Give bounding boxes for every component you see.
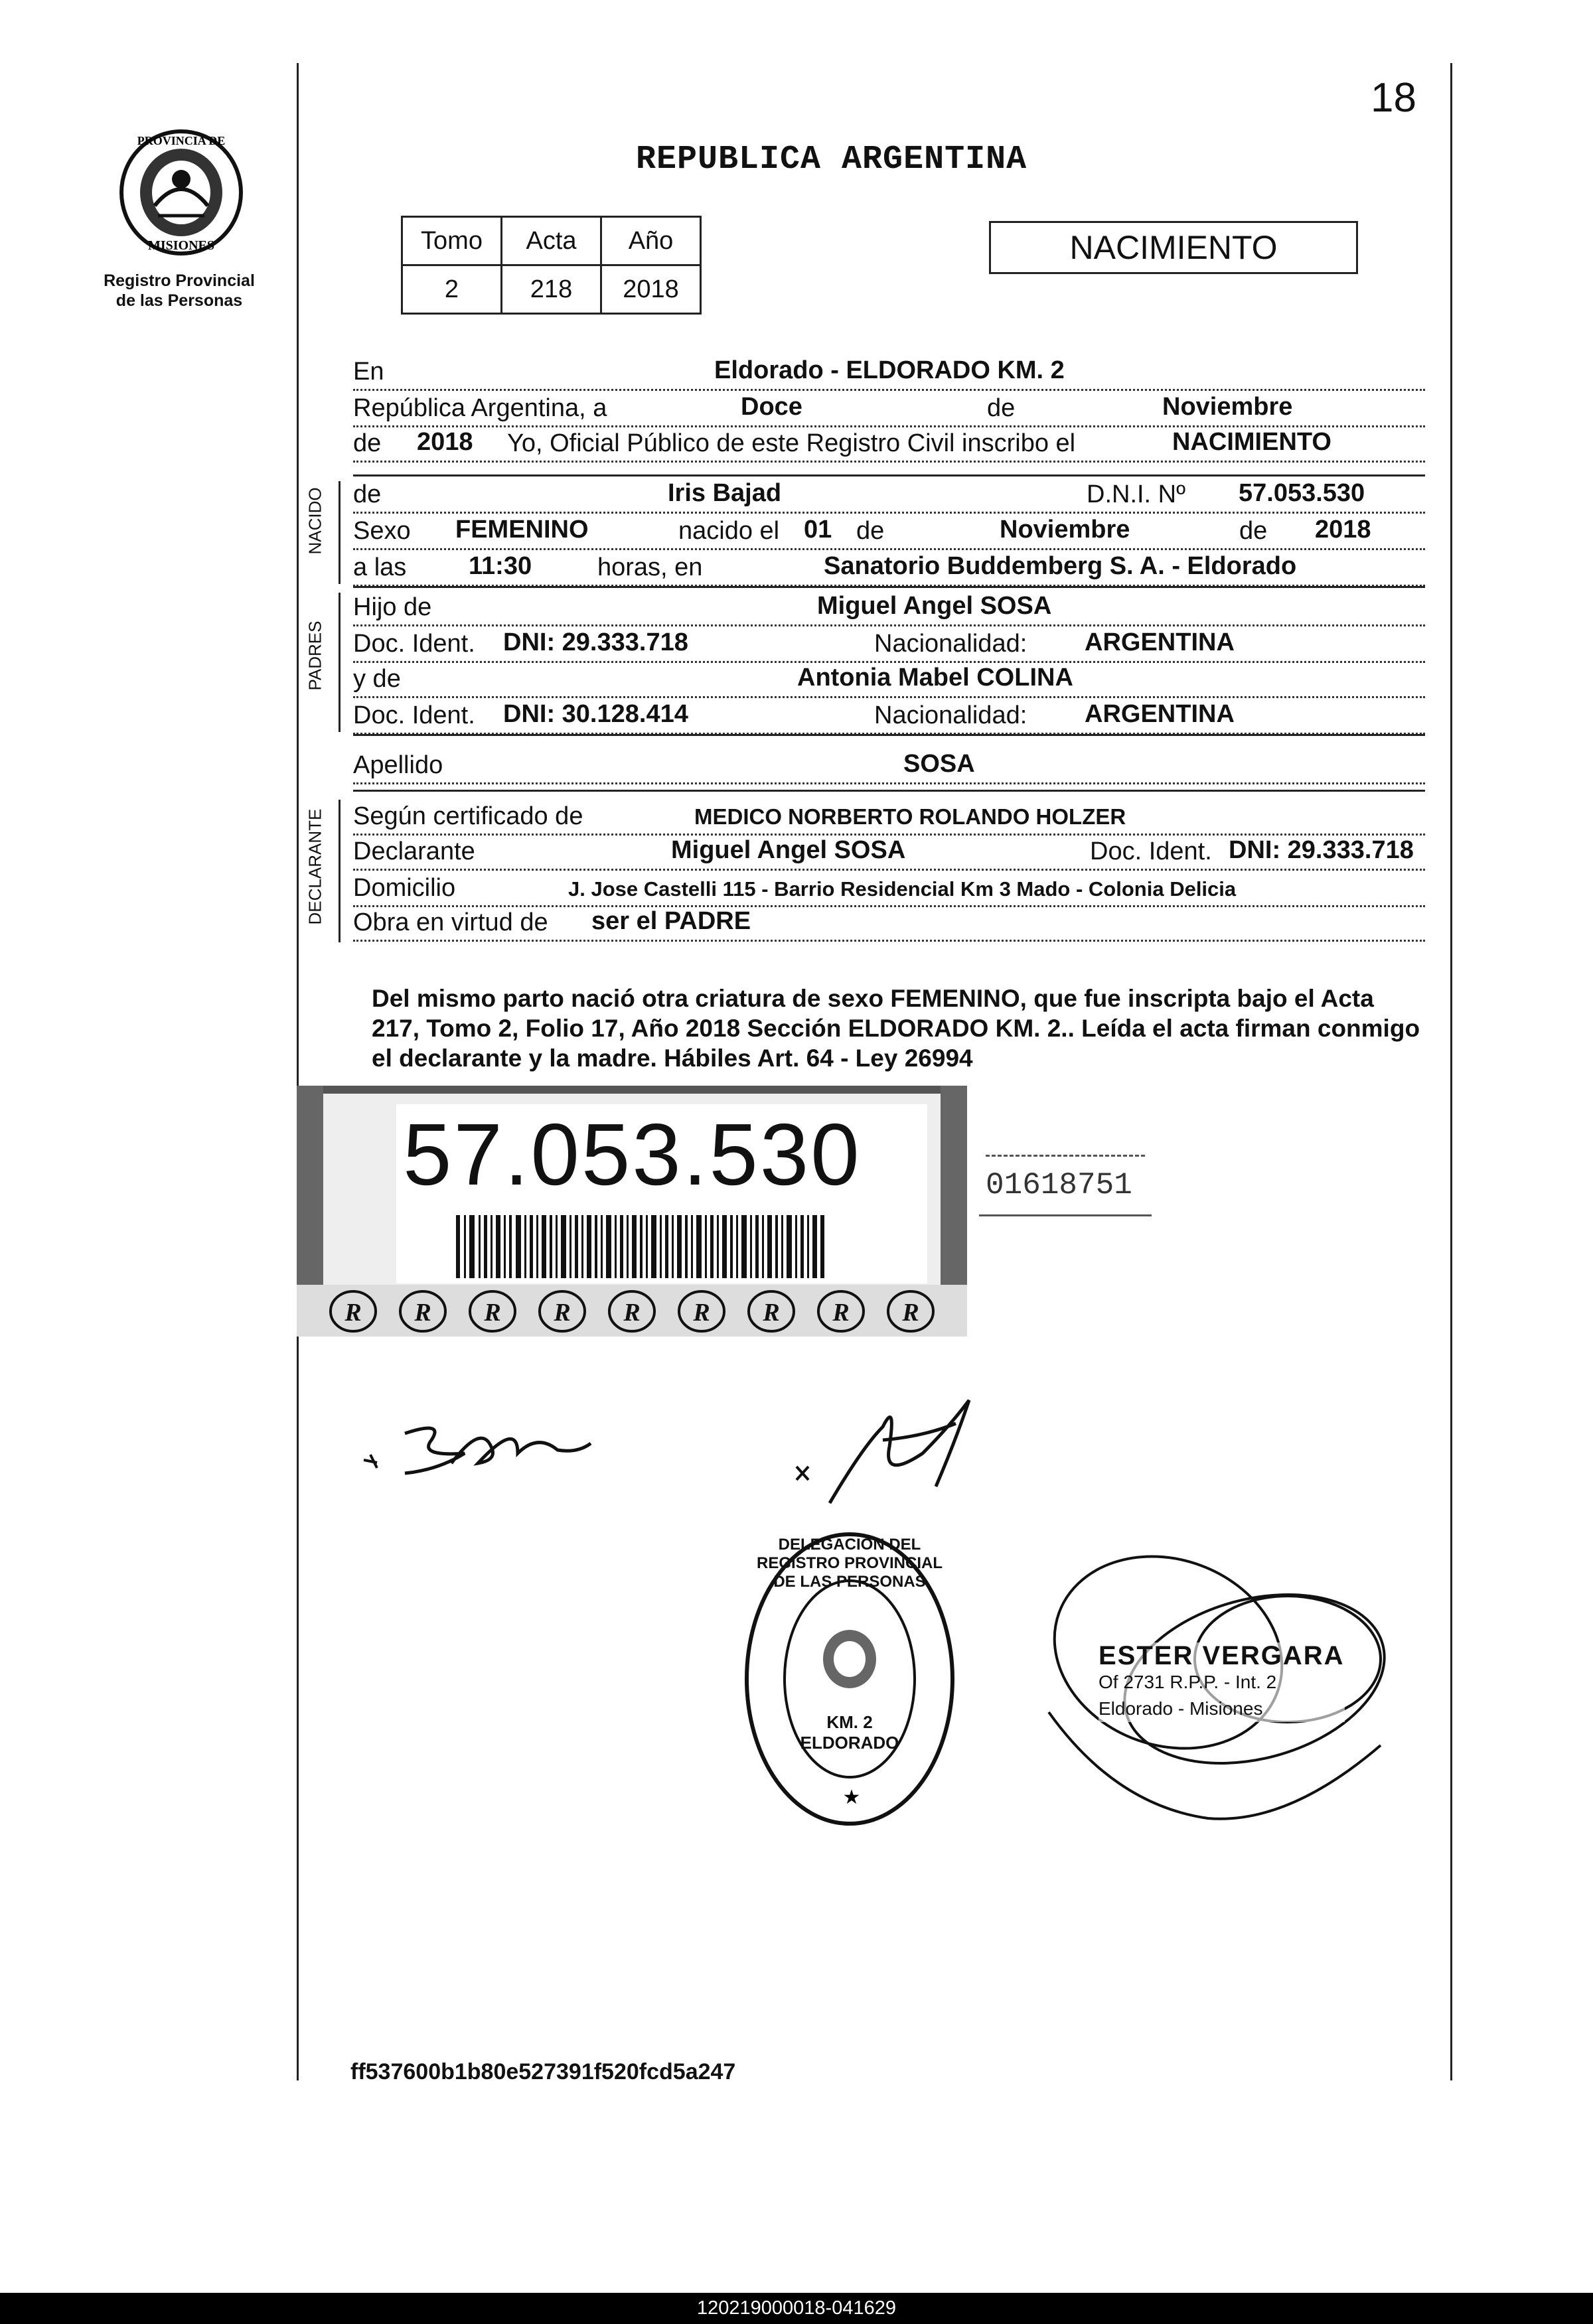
seal-inner-text: KM. 2 ELDORADO: [800, 1712, 899, 1753]
barcode-sticker: [297, 1086, 967, 1337]
row-doc-padre: [353, 624, 1425, 663]
declarante-label: Declarante: [353, 837, 478, 866]
declarante-bracket: [339, 800, 341, 942]
doc2-label: Doc. Ident.: [353, 701, 478, 730]
svg-text:R: R: [693, 1299, 710, 1327]
row-sexo: [353, 511, 1425, 550]
row-anio: [353, 423, 1425, 463]
certificado-label: Según certificado de: [353, 802, 585, 831]
registry-name-line2: de las Personas: [115, 291, 243, 310]
en-value: Eldorado - ELDORADO KM. 2: [712, 356, 1067, 385]
svg-text:R: R: [832, 1299, 850, 1327]
document-hash: ff537600b1b80e527391f520fcd5a247: [350, 2059, 736, 2084]
footer-code: 120219000018-041629: [697, 2297, 896, 2319]
svg-text:R: R: [554, 1299, 571, 1327]
serial-number: 01618751: [986, 1168, 1132, 1202]
row-nombre: [353, 474, 1425, 514]
sticker-number: 57.053.530: [403, 1106, 862, 1203]
row-hora: [353, 547, 1425, 587]
nacido-de-label: de: [856, 517, 887, 545]
nacido-mes: Noviembre: [997, 516, 1132, 544]
anio-value: 2018: [414, 428, 476, 457]
registrar-line3: Eldorado - Misiones: [1099, 1698, 1263, 1719]
de-label: de: [987, 394, 1018, 423]
barcode: [456, 1215, 828, 1278]
nacido-dia: 01: [801, 516, 834, 544]
emblem-top-text: PROVINCIA DE: [137, 134, 226, 147]
dni-label: D.N.I. Nº: [1087, 480, 1188, 509]
doc2-value: DNI: 30.128.414: [500, 700, 691, 729]
table-value-acta: 218: [502, 265, 601, 314]
page-title: REPUBLICA ARGENTINA: [636, 141, 1027, 179]
dia-value: Doce: [738, 393, 805, 421]
mes-value: Noviembre: [1160, 393, 1295, 421]
hijo-label: Hijo de: [353, 593, 434, 622]
table-header-acta: Acta: [502, 217, 601, 265]
padre-value: Miguel Angel SOSA: [814, 592, 1054, 620]
svg-text:R: R: [623, 1299, 641, 1327]
record-type-box: [989, 221, 1358, 274]
apellido-label: Apellido: [353, 751, 445, 780]
decl-doc-value: DNI: 29.333.718: [1226, 836, 1416, 865]
row-apellido: [353, 745, 1425, 784]
registrar-line2: Of 2731 R.P.P. - Int. 2: [1099, 1672, 1277, 1692]
svg-text:R: R: [344, 1299, 362, 1327]
serial-underline: [979, 1214, 1152, 1216]
sexo-label: Sexo: [353, 517, 414, 545]
nacido-de2-label: de: [1239, 517, 1270, 545]
row-en: [353, 352, 1425, 391]
side-label-nacido: NACIDO: [305, 487, 325, 555]
svg-text:R: R: [902, 1299, 919, 1327]
row-padre: [353, 587, 1425, 626]
svg-text:R: R: [484, 1299, 501, 1327]
certificado-value: MEDICO NORBERTO ROLANDO HOLZER: [692, 804, 1128, 830]
official-seal: [740, 1526, 959, 1832]
padres-bracket: [339, 593, 341, 732]
hora-label: a las: [353, 553, 409, 582]
declarante-value: Miguel Angel SOSA: [668, 836, 908, 865]
obra-label: Obra en virtud de: [353, 908, 551, 937]
svg-text:R: R: [414, 1299, 431, 1327]
domicilio-label: Domicilio: [353, 874, 458, 903]
decl-doc-label: Doc. Ident.: [1090, 837, 1215, 866]
section-divider-apellido: [353, 734, 1425, 736]
section-divider-declarante: [353, 790, 1425, 792]
right-margin-line: [1450, 63, 1452, 2080]
note-paragraph: Del mismo parto nació otra criatura de sexo FEMENINO, que fue inscripta bajo el Acta 217, Tomo 2, Folio 17, Año 2018 Sección ELDORADO KM. 2.. Leída el acta firman conmigo el declarante y la madre. Hábiles Art. 64 - Ley 26994: [372, 985, 1420, 1072]
signature-madre: [790, 1387, 1029, 1520]
record-type: NACIMIENTO: [1069, 229, 1278, 266]
svg-text:R: R: [763, 1299, 780, 1327]
side-label-declarante: DECLARANTE: [305, 808, 325, 925]
table-header-tomo: Tomo: [402, 217, 502, 265]
registry-name-line1: Registro Provincial: [104, 271, 255, 290]
lugar-value: Sanatorio Buddemberg S. A. - Eldorado: [821, 552, 1299, 581]
left-margin-line: [297, 63, 299, 2080]
inscribo-value: NACIMIENTO: [1170, 428, 1334, 457]
nacido-label: nacido el: [678, 517, 782, 545]
republica-label: República Argentina, a: [353, 394, 609, 423]
table-header-anio: Año: [601, 217, 701, 265]
row-declarante: [353, 832, 1425, 871]
footer-bar: [0, 2293, 1593, 2324]
svg-text:★: ★: [842, 1786, 861, 1808]
sexo-value: FEMENINO: [453, 516, 591, 544]
nac1-label: Nacionalidad:: [874, 630, 1029, 658]
registry-name: [80, 271, 279, 311]
nombre-label: de: [353, 480, 384, 509]
doc1-value: DNI: 29.333.718: [500, 628, 691, 657]
table-value-tomo: 2: [402, 265, 502, 314]
row-doc-madre: [353, 695, 1425, 735]
row-certificado: [353, 796, 1425, 835]
nac2-label: Nacionalidad:: [874, 701, 1029, 730]
obra-value: ser el PADRE: [589, 907, 753, 936]
en-label: En: [353, 358, 386, 386]
row-fecha: [353, 388, 1425, 427]
de2-label: de: [353, 429, 384, 458]
registrar-name: ESTER VERGARA: [1099, 1641, 1345, 1670]
row-madre: [353, 659, 1425, 698]
nacido-anio: 2018: [1312, 516, 1374, 544]
row-domicilio: [353, 868, 1425, 907]
nacido-bracket: [339, 481, 341, 584]
oficial-text: Yo, Oficial Público de este Registro Civil inscribo el: [507, 429, 1078, 458]
apellido-value: SOSA: [901, 750, 978, 778]
serial-overline: [986, 1155, 1145, 1157]
domicilio-value: J. Jose Castelli 115 - Barrio Residencial Km 3 Mado - Colonia Delicia: [566, 877, 1239, 901]
yde-label: y de: [353, 665, 404, 693]
dni-value: 57.053.530: [1236, 479, 1367, 508]
seal-ring-text: DELEGACION DEL REGISTRO PROVINCIAL DE LAS PERSONAS: [756, 1536, 943, 1591]
table-value-anio: 2018: [601, 265, 701, 314]
signature-declarante: [358, 1414, 611, 1487]
record-table: [401, 216, 702, 315]
nac1-value: ARGENTINA: [1082, 628, 1237, 657]
page-number: 18: [1371, 75, 1416, 121]
row-obra: [353, 903, 1425, 942]
doc1-label: Doc. Ident.: [353, 630, 478, 658]
nac2-value: ARGENTINA: [1082, 700, 1237, 729]
province-emblem: [112, 126, 251, 259]
madre-value: Antonia Mabel COLINA: [795, 664, 1076, 692]
side-label-padres: PADRES: [305, 620, 325, 691]
hora-value: 11:30: [466, 552, 534, 581]
emblem-bottom-text: MISIONES: [147, 238, 215, 253]
registrar-stamp: [1099, 1642, 1345, 1722]
horas-label: horas, en: [597, 553, 705, 582]
nombre-value: Iris Bajad: [665, 479, 784, 508]
